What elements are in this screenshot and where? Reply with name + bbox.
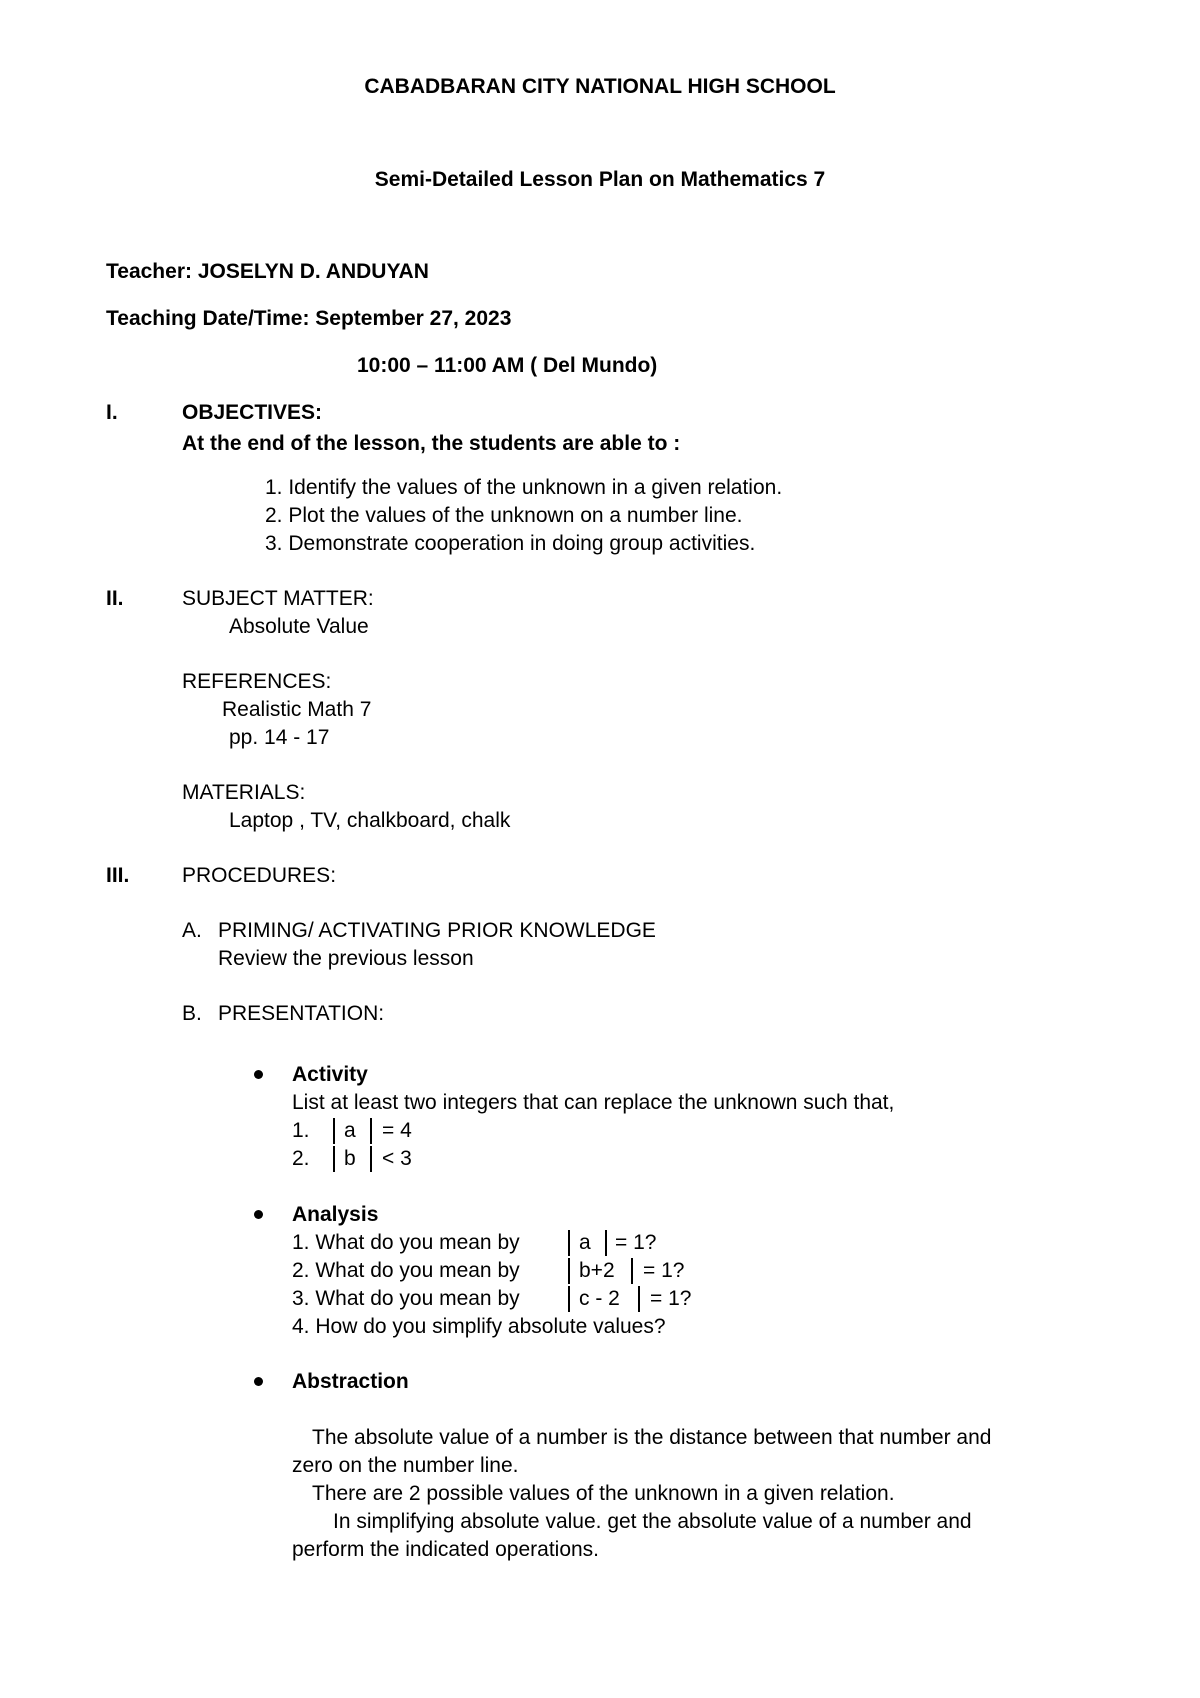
objective-item: 2. Plot the values of the unknown on a number line.	[265, 504, 743, 527]
objective-item: 1. Identify the values of the unknown in a given relation.	[265, 476, 783, 499]
procedure-a-label: A.	[182, 919, 202, 942]
absolute-bar-right	[631, 1258, 633, 1284]
absolute-bar-right	[370, 1146, 372, 1172]
activity-instruction: List at least two integers that can replace the unknown such that,	[292, 1091, 895, 1114]
absolute-bar-right	[370, 1118, 372, 1144]
materials-heading: MATERIALS:	[182, 781, 306, 804]
objectives-numeral: I.	[106, 401, 118, 424]
teaching-time-line: 10:00 – 11:00 AM ( Del Mundo)	[357, 354, 658, 377]
analysis-question-expression: c - 2	[579, 1287, 620, 1310]
lesson-plan-title: Semi-Detailed Lesson Plan on Mathematics 7	[374, 168, 826, 191]
activity-item-number: 2.	[292, 1147, 310, 1170]
analysis-heading: Analysis	[292, 1203, 379, 1226]
objectives-intro: At the end of the lesson, the students are able to :	[182, 432, 681, 455]
materials-list: Laptop , TV, chalkboard, chalk	[229, 809, 511, 832]
procedures-numeral: III.	[106, 864, 130, 887]
procedure-b-label: B.	[182, 1002, 202, 1025]
activity-heading: Activity	[292, 1063, 368, 1086]
absolute-bar-left	[333, 1118, 335, 1144]
abstraction-text: perform the indicated operations.	[292, 1538, 600, 1561]
subject-topic: Absolute Value	[229, 615, 369, 638]
analysis-question-prefix: 1. What do you mean by	[292, 1231, 520, 1254]
abstraction-heading: Abstraction	[292, 1370, 409, 1393]
subject-matter-heading: SUBJECT MATTER:	[182, 587, 374, 610]
abstraction-text: In simplifying absolute value. get the absolute value of a number and	[333, 1510, 972, 1533]
absolute-bar-left	[568, 1258, 570, 1284]
abstraction-text: zero on the number line.	[292, 1454, 519, 1477]
references-heading: REFERENCES:	[182, 670, 332, 693]
analysis-question-suffix: = 1?	[615, 1231, 657, 1254]
analysis-question-prefix: 3. What do you mean by	[292, 1287, 520, 1310]
absolute-bar-right	[605, 1230, 607, 1256]
abstraction-text: The absolute value of a number is the distance between that number and	[312, 1426, 992, 1449]
teacher-line: Teacher: JOSELYN D. ANDUYAN	[106, 260, 429, 283]
absolute-bar-left	[568, 1286, 570, 1312]
absolute-bar-left	[333, 1146, 335, 1172]
reference-book: Realistic Math 7	[222, 698, 372, 721]
procedure-a-heading: PRIMING/ ACTIVATING PRIOR KNOWLEDGE	[218, 919, 656, 942]
objectives-heading: OBJECTIVES:	[182, 401, 323, 424]
analysis-question-prefix: 2. What do you mean by	[292, 1259, 520, 1282]
procedures-heading: PROCEDURES:	[182, 864, 337, 887]
school-name: CABADBARAN CITY NATIONAL HIGH SCHOOL	[364, 75, 836, 98]
analysis-question-suffix: = 1?	[643, 1259, 685, 1282]
bullet-icon	[254, 1377, 263, 1386]
activity-item-relation: = 4	[382, 1119, 412, 1142]
reference-pages: pp. 14 - 17	[229, 726, 330, 749]
procedure-a-text: Review the previous lesson	[218, 947, 474, 970]
abstraction-text: There are 2 possible values of the unknown in a given relation.	[312, 1482, 895, 1505]
procedure-b-heading: PRESENTATION:	[218, 1002, 385, 1025]
analysis-question-expression: a	[579, 1231, 591, 1254]
activity-item-variable: b	[344, 1147, 356, 1170]
absolute-bar-right	[638, 1286, 640, 1312]
analysis-question: 4. How do you simplify absolute values?	[292, 1315, 666, 1338]
activity-item-relation: < 3	[382, 1147, 412, 1170]
objective-item: 3. Demonstrate cooperation in doing group activities.	[265, 532, 756, 555]
bullet-icon	[254, 1070, 263, 1079]
teaching-date-line: Teaching Date/Time: September 27, 2023	[106, 307, 512, 330]
activity-item-number: 1.	[292, 1119, 310, 1142]
analysis-question-expression: b+2	[579, 1259, 615, 1282]
bullet-icon	[254, 1210, 263, 1219]
subject-numeral: II.	[106, 587, 124, 610]
analysis-question-suffix: = 1?	[650, 1287, 692, 1310]
absolute-bar-left	[568, 1230, 570, 1256]
activity-item-variable: a	[344, 1119, 356, 1142]
